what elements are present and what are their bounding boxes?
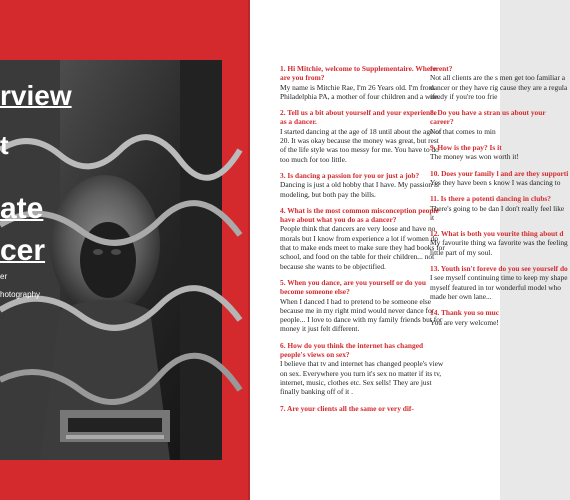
interview-question: 14. Thank you so muc	[430, 308, 500, 318]
interview-question: 1. Hi Mitchie, welcome to Supplementaire. Where are you from?	[280, 64, 437, 83]
interview-question: 12. What is both you vourite thing about d	[430, 229, 564, 239]
cover-page	[0, 0, 250, 500]
interview-answer: I started dancing at the age of 18 until about the age of 20. It was okay because the money was great, but rest of the life style was too messy for me. You have to do too much for too little.	[280, 126, 442, 164]
cover-title-line-1: rview	[0, 80, 72, 111]
interview-answer: Not that comes to min	[430, 126, 496, 136]
interview-answer: I believe that tv and internet has changed people's view on sex. Everywhere you turn it's sex no matter if its tv, internet, music, clothes etc. Sex sells! They are just finally banking off of it .	[280, 359, 444, 397]
interview-question: 8. Do you have a stran us about your career?	[430, 108, 546, 127]
interview-question: 2. Tell us a bit about yourself and your experience as a dancer.	[280, 108, 437, 127]
interview-question: 9. How is the pay? Is it	[430, 143, 502, 153]
interview-page	[250, 0, 569, 500]
interview-answer: There's going to be dan I don't really feel like it	[430, 203, 565, 222]
interview-answer: The money was won worth it!	[430, 152, 519, 162]
cover-credit-line-2: hotography	[0, 290, 41, 299]
interview-answer: People think that dancers are very loose and have no morals but I know from experience a lot if women do that to make ends meet to make sure they had books for school, and food on the table for their children... not because she wants to be objectified.	[280, 224, 445, 271]
interview-answer: When I danced I had to pretend to be someone else because me in my right mind would never dance for people... I love to dance with my family friends but for money it just felt different.	[280, 296, 443, 334]
cover-title-line-4: cer	[0, 234, 46, 267]
interview-answer: Not all clients are the s men get too familiar a dancer or they have rig cause they are a regula needy if you're too frie	[430, 73, 568, 101]
interview-question: 5. When you dance, are you yourself or do you become someone else?	[280, 277, 426, 297]
interview-question: 4. What is the most common misconception people have about what you do as a dancer?	[280, 205, 439, 225]
interview-answer: My favourite thing wa favorite was the feeling little part of my soul.	[430, 238, 568, 257]
interview-question: 10. Does your family l and are they supporti	[430, 168, 569, 178]
interview-column-2	[430, 64, 570, 334]
interview-answer: Dancing is just a old hobby that I have. My passion is modeling, but both pay the bills.	[280, 180, 439, 199]
interview-answer: My name is Mitchie Rae, I'm 26 Years old. I'm from Philadelphia PA, a mother of four children and a wife.	[280, 82, 441, 101]
interview-answer: You are very welcome!	[430, 317, 499, 327]
interview-question: 7. Are your clients all the same or very dif-	[280, 403, 414, 413]
interview-question: ferent?	[430, 64, 453, 73]
interview-question: 11. Is there a potenti dancing in clubs?	[430, 194, 552, 204]
cover-title-line-3: ate	[0, 192, 44, 225]
cover-credit-line-1: er	[0, 272, 8, 281]
cover-title-line-2: t	[0, 130, 9, 160]
interview-question: 13. Youth isn't foreve do you see yourself do	[430, 264, 568, 274]
interview-question: 6. How do you think the internet has changed people's views on sex?	[280, 340, 424, 360]
interview-answer: I see myself continuing time to keep my shape myself featured in tor wonderful model who made her own lane...	[430, 273, 568, 301]
interview-answer: Yes they have been s know I was dancing to	[430, 177, 561, 187]
interview-question: 3. Is dancing a passion for you or just a job?	[280, 170, 420, 180]
interview-column-1	[280, 64, 445, 420]
